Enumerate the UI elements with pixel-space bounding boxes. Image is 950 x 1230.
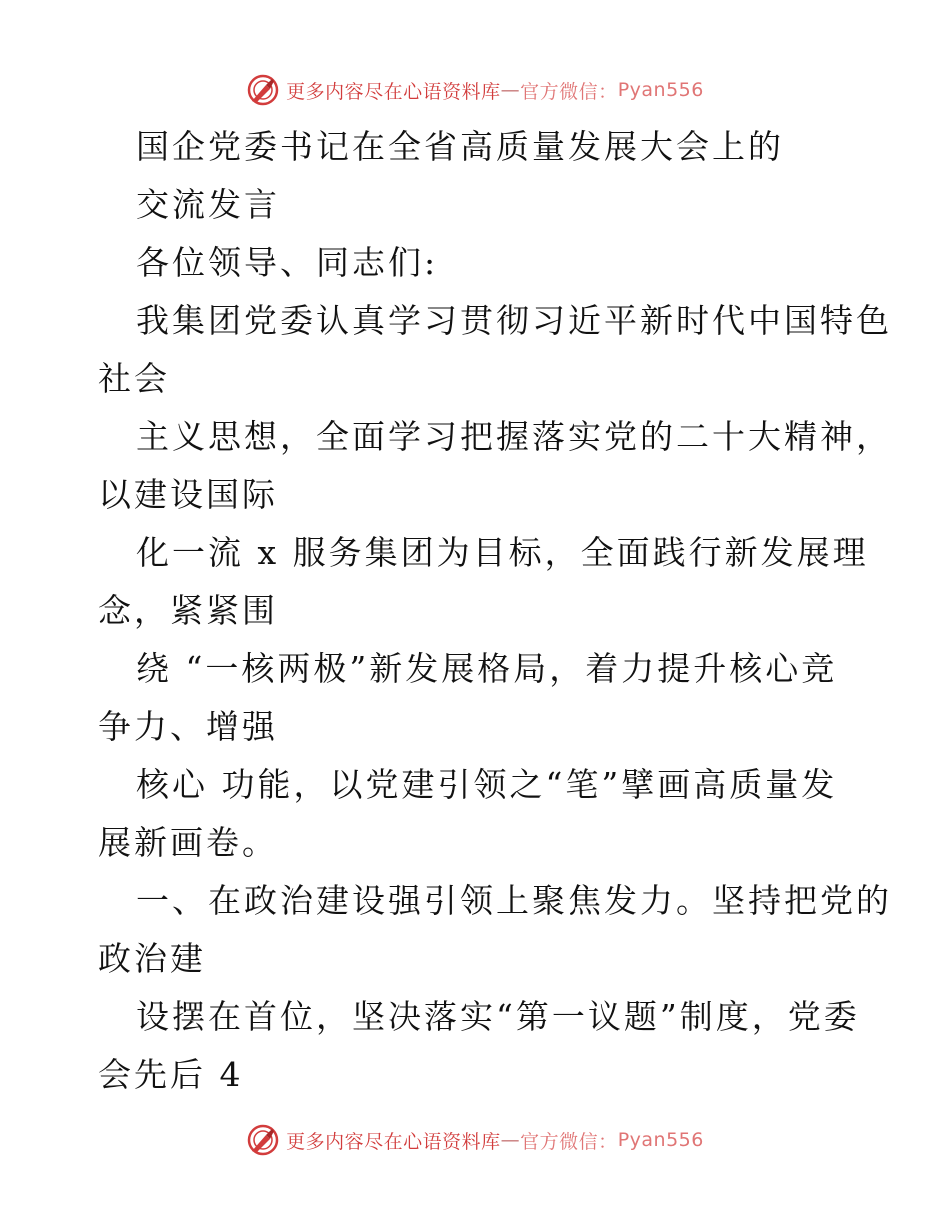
document-line: 会先后 4 [98, 1055, 244, 1094]
document-line: 设摆在首位，坚决落实“第一议题”制度，党委 [136, 997, 860, 1036]
watermark-separator: — [500, 79, 521, 101]
footer-watermark [0, 1120, 950, 1160]
pen-nib-logo-icon [246, 1123, 280, 1157]
watermark-contact-label: 官方微信： [520, 1130, 618, 1153]
watermark-contact-id: Pyan556 [617, 79, 704, 101]
document-line: 化一流 x 服务集团为目标，全面践行新发展理 [136, 533, 869, 572]
document-line: 以建设国际 [98, 475, 278, 514]
watermark-text: 更多内容尽在心语资料库 [286, 80, 501, 103]
pen-nib-logo-icon [246, 73, 280, 107]
document-line: 念，紧紧围 [98, 591, 278, 630]
document-line: 我集团党委认真学习贯彻习近平新时代中国特色 [136, 301, 892, 340]
document-line: 展新画卷。 [98, 823, 278, 862]
document-line: 核心 功能，以党建引领之“笔”擘画高质量发 [136, 765, 838, 804]
watermark-text: 更多内容尽在心语资料库 [286, 1130, 501, 1153]
watermark-contact-id: Pyan556 [617, 1129, 704, 1151]
document-line: 一、在政治建设强引领上聚焦发力。坚持把党的 [136, 881, 892, 920]
document-line: 国企党委书记在全省高质量发展大会上的 [136, 127, 784, 166]
document-line: 主义思想，全面学习把握落实党的二十大精神， [136, 417, 892, 456]
document-line: 交流发言 [136, 185, 280, 224]
document-line: 各位领导、同志们: [136, 243, 439, 282]
document-line: 社会 [98, 359, 170, 398]
document-line: 绕 “一核两极”新发展格局，着力提升核心竞 [136, 649, 838, 688]
document-line: 政治建 [98, 939, 206, 978]
watermark-separator: — [500, 1129, 521, 1151]
watermark-contact-label: 官方微信： [520, 80, 618, 103]
document-body [98, 118, 892, 1104]
document-line: 争力、增强 [98, 707, 278, 746]
header-watermark [0, 70, 950, 110]
